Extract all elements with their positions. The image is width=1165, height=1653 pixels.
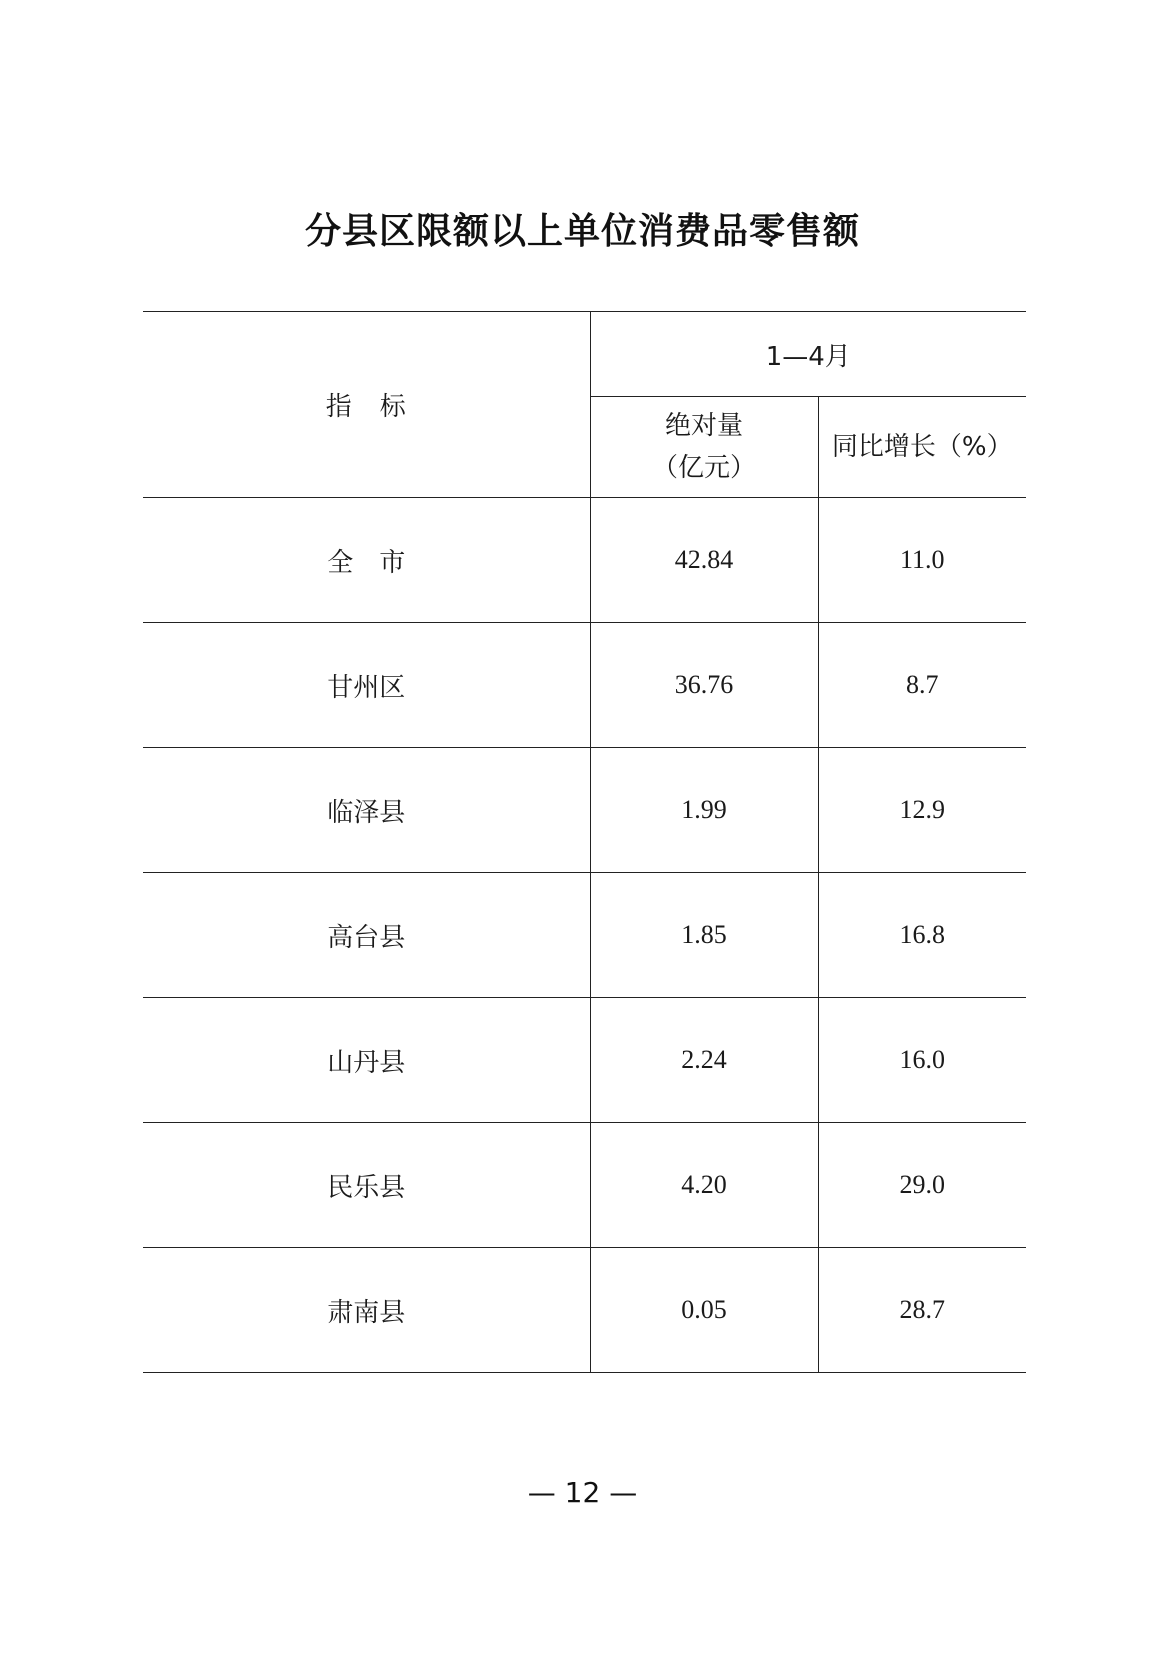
region-cell: 高台县: [143, 873, 590, 998]
table-row: [143, 498, 1026, 623]
region-cell: 甘州区: [143, 623, 590, 748]
page-number: — 12 —: [527, 1476, 638, 1509]
growth-cell: 28.7: [818, 1248, 1026, 1373]
table-row: [143, 1123, 1026, 1248]
absolute-cell: 36.76: [590, 623, 818, 748]
absolute-cell: 1.99: [590, 748, 818, 873]
absolute-cell: 0.05: [590, 1248, 818, 1373]
growth-cell: 11.0: [818, 498, 1026, 623]
growth-cell: 16.8: [818, 873, 1026, 998]
header-absolute-label: 绝对量: [664, 411, 743, 441]
absolute-cell: 1.85: [590, 873, 818, 998]
page-title: 分县区限额以上单位消费品零售额: [304, 211, 860, 252]
retail-sales-table: [143, 311, 1026, 1373]
region-cell: 民乐县: [143, 1123, 590, 1248]
absolute-cell: 4.20: [590, 1123, 818, 1248]
growth-cell: 8.7: [818, 623, 1026, 748]
header-absolute: [590, 397, 818, 498]
region-cell: 临泽县: [143, 748, 590, 873]
header-indicator: 指 标: [143, 312, 590, 498]
table-row: [143, 998, 1026, 1123]
header-growth: 同比增长（%）: [818, 397, 1026, 498]
table-row: [143, 873, 1026, 998]
absolute-cell: 2.24: [590, 998, 818, 1123]
region-cell: 山丹县: [143, 998, 590, 1123]
growth-cell: 16.0: [818, 998, 1026, 1123]
growth-cell: 12.9: [818, 748, 1026, 873]
table-row: [143, 623, 1026, 748]
header-period: 1—4月: [590, 312, 1026, 397]
absolute-cell: 42.84: [590, 498, 818, 623]
header-absolute-unit: （亿元）: [651, 453, 756, 483]
region-cell: 肃南县: [143, 1248, 590, 1373]
table-row: [143, 748, 1026, 873]
region-cell: 全 市: [143, 498, 590, 623]
growth-cell: 29.0: [818, 1123, 1026, 1248]
table-row: [143, 1248, 1026, 1373]
